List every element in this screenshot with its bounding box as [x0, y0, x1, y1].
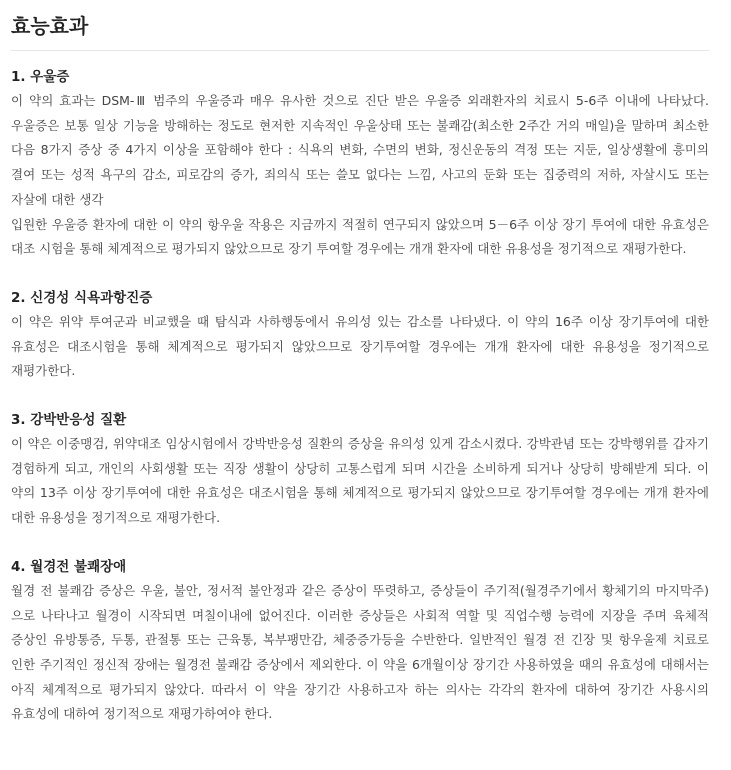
- section-depression: [11, 65, 709, 262]
- section-paragraph: 월경 전 불쾌감 증상은 우울, 불안, 정서적 불안정과 같은 증상이 뚜렷하고, 증상들이 주기적(월경주기에서 황체기의 마지막주)으로 나타나고 월경이 시작되면 며칠이내에 없어진다. 이러한 증상들은 사회적 역할 및 직업수행 능력에 지장을 주며 육체적 증상인 유방통증, 두통, 관절통 또는 근육통, 복부팽만감, 체중증가등을 수반한다. 일반적인 월경 전 긴장 및 항우울제 치료로 인한 주기적인 정신적 장애는 월경전 불쾌감 증상에서 제외한다. 이 약을 6개월이상 장기간 사용하였을 때의 유효성에 대해서는 아직 체계적으로 평가되지 않았다. 따라서 이 약을 장기간 사용하고자 하는 의사는 각각의 환자에 대하여 장기간 사용시의 유효성에 대하여 정기적으로 재평가하여야 한다.: [11, 582, 709, 722]
- section-paragraph: 입원한 우울증 환자에 대한 이 약의 항우울 작용은 지금까지 적절히 연구되지 않았으며 5－6주 이상 장기 투여에 대한 유효성은 대조 시험을 통해 체계적으로 평가되지 않았으므로 장기 투여할 경우에는 개개 환자에 대한 유용성을 정기적으로 재평가한다.: [11, 216, 709, 257]
- section-heading: 2. 신경성 식욕과항진증: [11, 289, 153, 306]
- section-heading: 4. 월경전 불쾌장애: [11, 558, 127, 575]
- section-paragraph: 이 약은 이중맹검, 위약대조 임상시험에서 강박반응성 질환의 증상을 유의성 있게 감소시켰다. 강박관념 또는 강박행위를 갑자기 경험하게 되고, 개인의 사회생활 또는 직장 생활이 상당히 고통스럽게 되며 시간을 소비하게 되거나 상당히 방해받게 되다. 이 약의 13주 이상 장기투여에 대한 유효성은 대조시험을 통해 체계적으로 평가되지 않았으므로 장기투여할 경우에는 개개 환자에 대한 유용성을 정기적으로 재평가한다.: [11, 436, 709, 526]
- title-divider: [11, 50, 709, 51]
- section-bulimia: [11, 286, 709, 384]
- section-pmdd: [11, 555, 709, 727]
- page-title: 효능효과: [11, 14, 89, 38]
- section-paragraph: 이 약은 위약 투여군과 비교했을 때 탐식과 사하행동에서 유의성 있는 감소를 나타냈다. 이 약의 16주 이상 장기투여에 대한 유효성은 대조시험을 통해 체계적으로 평가되지 않았으므로 장기투여할 경우에는 개개 환자에 대한 유용성을 정기적으로 재평가한다.: [11, 313, 709, 379]
- section-heading: 3. 강박반응성 질환: [11, 412, 127, 429]
- section-ocd: [11, 408, 709, 531]
- section-heading: 1. 우울증: [11, 69, 70, 85]
- section-paragraph: 이 약의 효과는 DSM-Ⅲ 범주의 우울증과 매우 유사한 것으로 진단 받은 우울증 외래환자의 치료시 5-6주 이내에 나타났다. 우울증은 보통 일상 기능을 방해하는 정도로 현저한 지속적인 우울상태 또는 불쾌감(최소한 2주간 거의 매일)을 말하며 최소한 다음 8가지 증상 중 4가지 이상을 포함해야 한다 : 식욕의 변화, 수면의 변화, 정신운동의 격정 또는 지둔, 일상생활에 흥미의 결여 또는 성적 욕구의 감소, 피로감의 증가, 죄의식 또는 쓸모 없다는 느낌, 사고의 둔화 또는 집중력의 저하, 자살시도 또는 자살에 대한 생각: [11, 93, 709, 207]
